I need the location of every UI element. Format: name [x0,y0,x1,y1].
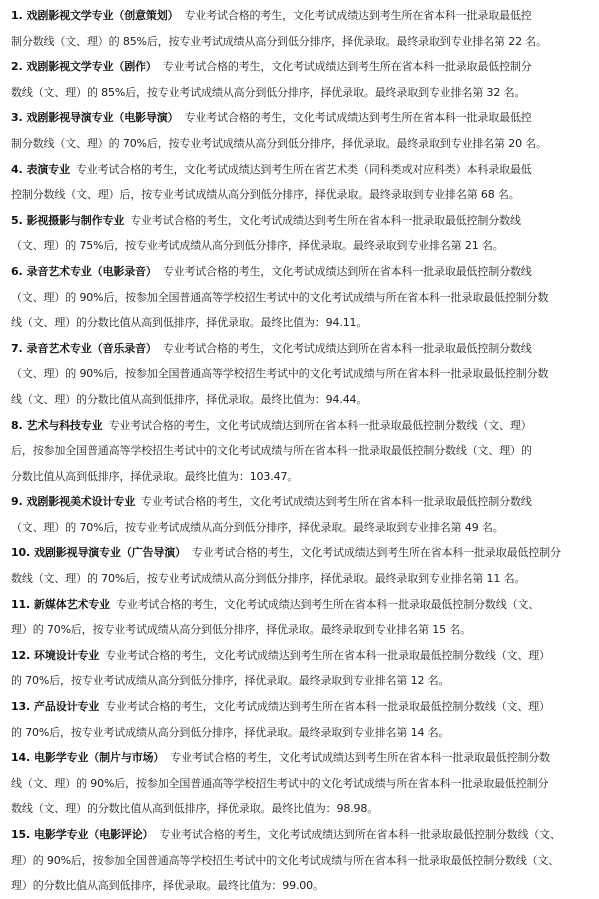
list-item [11,54,591,105]
item-number: 12. [11,648,31,662]
text-line [11,848,591,874]
item-number: 5. [11,213,23,227]
rule-text: 分数比值从高到低排序，择优录取。最终比值为：103.47。 [11,469,299,483]
list-item [11,592,591,643]
major-name: 艺术与科技专业 [26,418,103,432]
text-line [11,54,591,80]
major-name: 录音艺术专业（音乐录音） [26,341,157,355]
rule-text: 专业考试合格的考生，文化考试成绩达到考生所在省本科一批录取最低控制分数线 [141,495,532,509]
item-number: 6. [11,264,23,278]
text-line [11,720,591,746]
list-item [11,489,591,540]
item-number: 9. [11,495,23,509]
major-name: 戏剧影视美术设计专业 [26,495,136,509]
text-line [11,105,591,131]
rule-text: 制分数线（文、理）的 85%后，按专业考试成绩从高分到低分排序，择优录取。最终录取到专业排名第 22 名。 [11,34,547,48]
major-name: 戏剧影视文学专业（创意策划） [26,9,179,22]
list-item [11,336,591,413]
rule-text: （文、理）的 90%后，按参加全国普通高等学校招生考试中的文化考试成绩与所在省本科一批录取最低控制分数 [11,290,549,304]
item-number: 11. [11,597,31,611]
text-line [11,387,591,413]
rule-text: 线（文、理）的 90%后，按参加全国普通高等学校招生考试中的文化考试成绩与所在省本科一批录取最低控制分 [11,776,549,790]
text-line [11,29,591,55]
rule-text: （文、理）的 75%后，按专业考试成绩从高分到低分排序，择优录取。最终录取到专业排名第 21 名。 [11,239,504,253]
list-item [11,105,591,156]
major-name: 新媒体艺术专业 [34,597,110,611]
list-item [11,643,591,694]
list-item [11,157,591,208]
rule-text: 理）的分数比值从高到低排序，择优录取。最终比值为：99.00。 [11,879,324,893]
major-name: 戏剧影视导演专业（广告导演） [34,546,186,560]
rule-text: 数线（文、理）的 70%后，按专业考试成绩从高分到低分排序，择优录取。最终录取到专业排名第 11 名。 [11,572,526,586]
rule-text: 专业考试合格的考生，文化考试成绩达到所在省本科一批录取最低控制分数线 [162,341,532,355]
text-line [11,489,591,515]
text-line [11,873,591,899]
text-line [11,413,591,439]
rule-text: 专业考试合格的考生，文化考试成绩达到考生所在省本科一批录取最低控制分数线 [130,213,521,227]
text-line [11,208,591,234]
list-item [11,413,591,490]
list-item [11,540,591,591]
text-line [11,259,591,285]
text-line [11,515,591,541]
rule-text: 专业考试合格的考生，文化考试成绩达到考生所在省本科一批录取最低控制分数线（文、理） [105,648,551,662]
text-line [11,182,591,208]
rule-text: 线（文、理）的分数比值从高到低排序，择优录取。最终比值为：94.44。 [11,392,368,406]
rule-text: 专业考试合格的考生，文化考试成绩达到所在省本科一批录取最低控制分数线 [162,264,532,278]
list-item [11,3,591,54]
major-name: 产品设计专业 [34,700,100,714]
text-line [11,694,591,720]
text-line [11,310,591,336]
rule-text: 专业考试合格的考生，文化考试成绩达到考生所在省艺术类（同科类或对应科类）本科录取最低 [75,162,532,176]
text-line [11,233,591,259]
major-name: 戏剧影视文学专业（剧作） [26,60,157,74]
text-line [11,668,591,694]
rule-text: 专业考试合格的考生，文化考试成绩达到考生所在省本科一批录取最低控制分 [162,60,532,74]
text-line [11,592,591,618]
rule-text: 线（文、理）的分数比值从高到低排序，择优录取。最终比值为：94.11。 [11,316,368,330]
rule-text: 的 70%后，按专业考试成绩从高分到低分排序，择优录取。最终录取到专业排名第 12 名。 [11,674,450,688]
text-line [11,438,591,464]
list-item [11,208,591,259]
text-line [11,285,591,311]
rule-text: （文、理）的 70%后，按专业考试成绩从高分到低分排序，择优录取。最终录取到专业排名第 49 名。 [11,520,504,534]
text-line [11,464,591,490]
rule-text: （文、理）的 90%后，按参加全国普通高等学校招生考试中的文化考试成绩与所在省本科一批录取最低控制分数 [11,367,549,381]
major-name: 表演专业 [26,162,70,176]
text-line [11,131,591,157]
item-number: 8. [11,418,23,432]
list-item [11,822,591,899]
major-name: 电影学专业（制片与市场） [34,751,165,765]
text-line [11,361,591,387]
text-line [11,80,591,106]
item-number: 2. [11,60,23,74]
item-number: 3. [11,111,23,125]
text-line [11,771,591,797]
text-line [11,617,591,643]
text-line [11,566,591,592]
rule-text: 制分数线（文、理）的 70%后，按专业考试成绩从高分到低分排序，择优录取。最终录取到专业排名第 20 名。 [11,136,547,150]
list-item [11,694,591,745]
major-name: 戏剧影视导演专业（电影导演） [26,111,179,125]
text-line [11,796,591,822]
rule-text: 的 70%后，按专业考试成绩从高分到低分排序，择优录取。最终录取到专业排名第 14 名。 [11,725,450,739]
rule-text: 数线（文、理）的 85%后，按专业考试成绩从高分到低分排序，择优录取。最终录取到专业排名第 32 名。 [11,85,526,99]
list-item [11,745,591,822]
item-number: 10. [11,546,31,560]
major-name: 录音艺术专业（电影录音） [26,264,157,278]
text-line [11,745,591,771]
item-number: 13. [11,700,31,714]
item-number: 1. [11,9,23,22]
rule-text: 专业考试合格的考生，文化考试成绩达到考生所在省本科一批录取最低控制分数线（文、理） [105,700,551,714]
rule-text: 专业考试合格的考生，文化考试成绩达到考生所在省本科一批录取最低控制分 [191,546,561,560]
text-line [11,643,591,669]
rule-text: 专业考试合格的考生，文化考试成绩达到所在省本科一批录取最低控制分数线（文、理） [108,418,532,432]
text-line [11,3,591,29]
item-number: 4. [11,162,23,176]
item-number: 15. [11,828,31,841]
major-name: 电影学专业（电影评论） [34,828,154,841]
major-name: 影视摄影与制作专业 [26,213,125,227]
list-item [11,259,591,336]
text-line [11,540,591,566]
rule-text: 后，按参加全国普通高等学校招生考试中的文化考试成绩与所在省本科一批录取最低控制分数线（文、理）的 [11,444,532,458]
item-number: 14. [11,751,31,765]
text-line [11,822,591,848]
rule-text: 专业考试合格的考生，文化考试成绩达到考生所在省本科一批录取最低控制分数线（文、 [116,597,540,611]
item-number: 7. [11,341,23,355]
rule-text: 理）的 70%后，按专业考试成绩从高分到低分排序，择优录取。最终录取到专业排名第 15 名。 [11,623,472,637]
text-line [11,336,591,362]
text-line [11,157,591,183]
rule-text: 专业考试合格的考生，文化考试成绩达到考生所在省本科一批录取最低控 [184,9,532,22]
rule-text: 专业考试合格的考生，文化考试成绩达到所在省本科一批录取最低控制分数线（文、 [159,828,561,841]
major-name: 环境设计专业 [34,648,100,662]
rule-text: 专业考试合格的考生，文化考试成绩达到考生所在省本科一批录取最低控制分数 [170,751,550,765]
rule-text: 专业考试合格的考生，文化考试成绩达到考生所在省本科一批录取最低控 [184,111,532,125]
rule-text: 理）的 90%后，按参加全国普通高等学校招生考试中的文化考试成绩与所在省本科一批录取最低控制分数线（文、 [11,853,560,867]
rule-text: 数线（文、理）的分数比值从高到低排序，择优录取。最终比值为：98.98。 [11,802,379,816]
rule-text: 控制分数线（文、理）后，按专业考试成绩从高分到低分排序，择优录取。最终录取到专业排名第 68 名。 [11,188,520,202]
